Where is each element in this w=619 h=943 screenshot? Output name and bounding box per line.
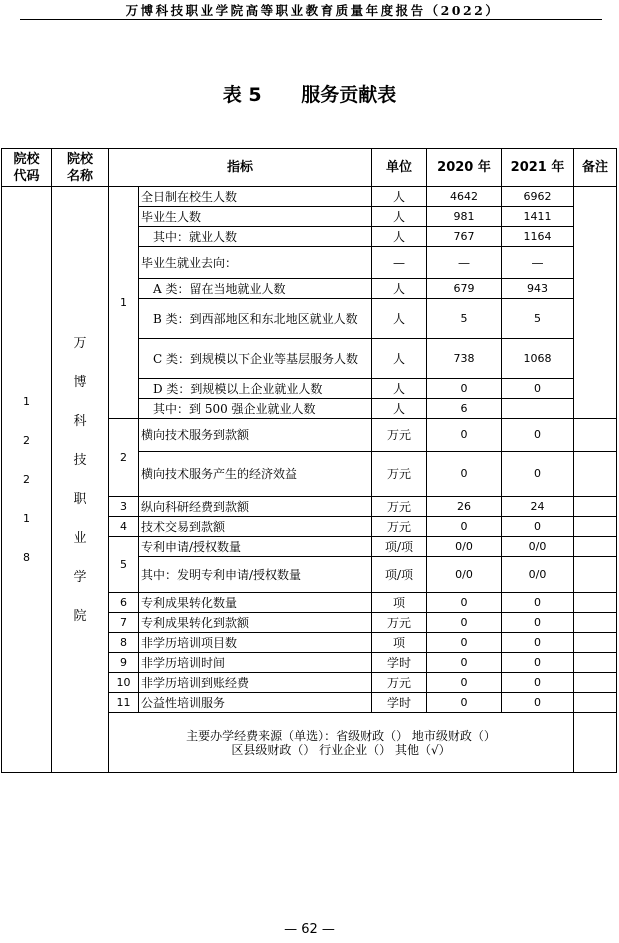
col-header-remark: 备注: [574, 149, 617, 187]
group-label: 10: [109, 673, 139, 693]
school-name-char: 博: [73, 374, 87, 390]
school-code-char: 8: [23, 551, 30, 564]
unit-cell: 项/项: [372, 557, 427, 593]
col-header-indicator: 指标: [109, 149, 372, 187]
value-2020-cell: 6: [427, 399, 502, 419]
remark-cell: [574, 593, 617, 613]
value-2021-cell: 0: [502, 452, 574, 497]
value-2021-cell: 0: [502, 633, 574, 653]
value-2021-cell: [502, 399, 574, 419]
funding-note: [109, 713, 574, 773]
group-label: 1: [109, 187, 139, 419]
value-2021-cell: 943: [502, 279, 574, 299]
school-name-char: 学: [73, 569, 87, 585]
header-rule: [20, 19, 602, 20]
group-label: 4: [109, 517, 139, 537]
school-code-char: 1: [23, 395, 30, 408]
indicator-cell: 全日制在校生人数: [139, 187, 372, 207]
col-header-unit: 单位: [372, 149, 427, 187]
value-2021-cell: 0: [502, 613, 574, 633]
unit-cell: 学时: [372, 653, 427, 673]
remark-cell: [574, 517, 617, 537]
value-2020-cell: 0/0: [427, 557, 502, 593]
value-2020-cell: 767: [427, 227, 502, 247]
col-header-name: 院校 名称: [52, 149, 109, 187]
remark-cell: [574, 537, 617, 557]
group-label: 3: [109, 497, 139, 517]
indicator-cell: A 类：留在当地就业人数: [139, 279, 372, 299]
unit-cell: —: [372, 247, 427, 279]
unit-cell: 人: [372, 279, 427, 299]
unit-cell: 万元: [372, 673, 427, 693]
value-2020-cell: 0: [427, 633, 502, 653]
value-2021-cell: 0: [502, 379, 574, 399]
page-number: — 62 —: [284, 922, 335, 937]
school-code-char: 2: [23, 434, 30, 447]
indicator-cell: 其中：就业人数: [139, 227, 372, 247]
value-2021-cell: 1164: [502, 227, 574, 247]
group-label: 9: [109, 653, 139, 673]
unit-cell: 万元: [372, 452, 427, 497]
group-label: 2: [109, 419, 139, 497]
value-2020-cell: 4642: [427, 187, 502, 207]
group-label: 8: [109, 633, 139, 653]
indicator-cell: 专利成果转化到款额: [139, 613, 372, 633]
unit-cell: 万元: [372, 419, 427, 452]
value-2021-cell: —: [502, 247, 574, 279]
value-2020-cell: 0: [427, 593, 502, 613]
indicator-cell: 技术交易到款额: [139, 517, 372, 537]
value-2021-cell: 0: [502, 653, 574, 673]
remark-cell: [574, 693, 617, 713]
value-2021-cell: 0: [502, 593, 574, 613]
value-2020-cell: 26: [427, 497, 502, 517]
unit-cell: 人: [372, 339, 427, 379]
unit-cell: 万元: [372, 613, 427, 633]
funding-note-line: 主要办学经费来源（单选）：省级财政（） 地市级财政（）: [186, 728, 496, 743]
value-2020-cell: 0: [427, 419, 502, 452]
value-2021-cell: 0: [502, 693, 574, 713]
group-label: 7: [109, 613, 139, 633]
indicator-cell: 非学历培训项目数: [139, 633, 372, 653]
running-header: 万博科技职业学院高等职业教育质量年度报告（2022）: [125, 3, 501, 18]
group-label: 11: [109, 693, 139, 713]
unit-cell: 学时: [372, 693, 427, 713]
remark-cell: [574, 653, 617, 673]
remark-cell: [574, 633, 617, 653]
unit-cell: 万元: [372, 497, 427, 517]
indicator-cell: B 类：到西部地区和东北地区就业人数: [139, 299, 372, 339]
school-name-char: 业: [73, 530, 87, 546]
service-contribution-table: [1, 148, 617, 773]
remark-cell: [574, 419, 617, 452]
value-2021-cell: 1411: [502, 207, 574, 227]
group-label: 5: [109, 537, 139, 593]
value-2020-cell: 0/0: [427, 537, 502, 557]
indicator-cell: 非学历培训到账经费: [139, 673, 372, 693]
value-2021-cell: 5: [502, 299, 574, 339]
school-code-char: 2: [23, 473, 30, 486]
remark-cell: [574, 713, 617, 773]
indicator-cell: 毕业生人数: [139, 207, 372, 227]
indicator-cell: 其中：到 500 强企业就业人数: [139, 399, 372, 419]
value-2020-cell: 981: [427, 207, 502, 227]
indicator-cell: 横向技术服务产生的经济效益: [139, 452, 372, 497]
unit-cell: 人: [372, 227, 427, 247]
value-2020-cell: 5: [427, 299, 502, 339]
table-title: 表 5 服务贡献表: [222, 84, 397, 106]
school-name-char: 职: [73, 491, 87, 507]
indicator-cell: 其中：发明专利申请/授权数量: [139, 557, 372, 593]
col-header-2020: 2020 年: [427, 149, 502, 187]
value-2021-cell: 0/0: [502, 537, 574, 557]
value-2020-cell: 0: [427, 517, 502, 537]
school-name-char: 院: [73, 608, 87, 624]
unit-cell: 人: [372, 207, 427, 227]
table-row: [2, 187, 617, 207]
school-name-char: 科: [73, 413, 87, 429]
unit-cell: 万元: [372, 517, 427, 537]
indicator-cell: D 类：到规模以上企业就业人数: [139, 379, 372, 399]
unit-cell: 人: [372, 379, 427, 399]
remark-cell: [574, 452, 617, 497]
value-2020-cell: 0: [427, 673, 502, 693]
indicator-cell: 公益性培训服务: [139, 693, 372, 713]
unit-cell: 项: [372, 633, 427, 653]
remark-cell: [574, 673, 617, 693]
header-row: [2, 149, 617, 187]
indicator-cell: 专利成果转化数量: [139, 593, 372, 613]
value-2020-cell: 679: [427, 279, 502, 299]
funding-note-line: 区县级财政（） 行业企业（） 其他（√）: [231, 742, 451, 757]
value-2021-cell: 1068: [502, 339, 574, 379]
value-2020-cell: 0: [427, 613, 502, 633]
value-2021-cell: 0/0: [502, 557, 574, 593]
col-header-code: 院校 代码: [2, 149, 52, 187]
value-2020-cell: 738: [427, 339, 502, 379]
unit-cell: 人: [372, 399, 427, 419]
school-code-cell: [2, 187, 52, 773]
indicator-cell: 纵向科研经费到款额: [139, 497, 372, 517]
value-2021-cell: 0: [502, 673, 574, 693]
indicator-cell: C 类：到规模以下企业等基层服务人数: [139, 339, 372, 379]
unit-cell: 项: [372, 593, 427, 613]
indicator-cell: 横向技术服务到款额: [139, 419, 372, 452]
unit-cell: 人: [372, 299, 427, 339]
unit-cell: 人: [372, 187, 427, 207]
value-2021-cell: 0: [502, 419, 574, 452]
remark-cell: [574, 497, 617, 517]
remark-cell: [574, 557, 617, 593]
value-2020-cell: 0: [427, 379, 502, 399]
value-2020-cell: 0: [427, 452, 502, 497]
remark-cell: [574, 613, 617, 633]
school-code-char: 1: [23, 512, 30, 525]
col-header-2021: 2021 年: [502, 149, 574, 187]
school-name-char: 技: [73, 452, 87, 468]
value-2020-cell: —: [427, 247, 502, 279]
value-2021-cell: 0: [502, 517, 574, 537]
school-name-cell: [52, 187, 109, 773]
indicator-cell: 专利申请/授权数量: [139, 537, 372, 557]
remark-cell: [574, 187, 617, 419]
value-2020-cell: 0: [427, 653, 502, 673]
indicator-cell: 毕业生就业去向：: [139, 247, 372, 279]
value-2021-cell: 24: [502, 497, 574, 517]
indicator-cell: 非学历培训时间: [139, 653, 372, 673]
school-name-char: 万: [73, 335, 87, 351]
value-2020-cell: 0: [427, 693, 502, 713]
value-2021-cell: 6962: [502, 187, 574, 207]
unit-cell: 项/项: [372, 537, 427, 557]
group-label: 6: [109, 593, 139, 613]
